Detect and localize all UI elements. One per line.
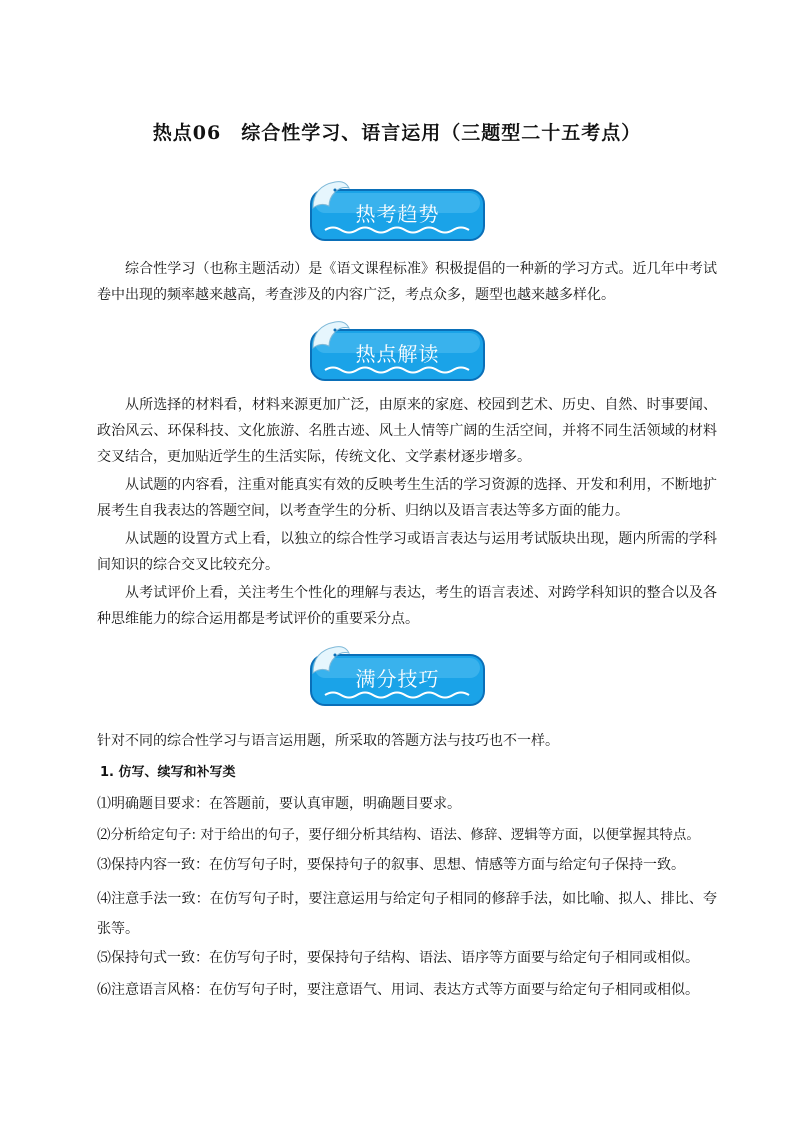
badge-hot-trend — [305, 178, 490, 244]
list-item: ⑵分析给定句子: 对于给出的句子，要仔细分析其结构、语法、修辞、逻辑等方面，以便掌握其特点。 — [97, 827, 700, 843]
interpret-paragraph-1: 从所选择的材料看，材料来源更加广泛，由原来的家庭、校园到艺术、历史、自然、时事要闻、政治风云、环保科技、文化旅游、名胜古迹、风土人情等广阔的生活空间，并将不同生活领域的材料交叉结合，更加贴近学生的生活实际，传统文化、文学素材逐步增多。 — [97, 397, 717, 465]
list-item: ⑹注意语言风格：在仿写句子时，要注意语气、用词、表达方式等方面要与给定句子相同或相似。 — [97, 982, 699, 998]
badge-label: 热考趋势 — [355, 202, 440, 226]
trend-paragraph: 综合性学习（也称主题活动）是《语文课程标准》积极提倡的一种新的学习方式。近几年中考试卷中出现的频率越来越高，考查涉及的内容广泛，考点众多，题型也越来越多样化。 — [97, 261, 717, 303]
list-item: ⑴明确题目要求：在答题前，要认真审题，明确题目要求。 — [97, 796, 461, 812]
list-item: ⑶保持内容一致：在仿写句子时，要保持句子的叙事、思想、情感等方面与给定句子保持一致。 — [97, 857, 685, 873]
interpret-paragraph-2: 从试题的内容看，注重对能真实有效的反映考生生活的学习资源的选择、开发和利用，不断地扩展考生自我表达的答题空间，以考查学生的分析、归纳以及语言表达等多方面的能力。 — [97, 477, 717, 519]
interpret-paragraph-3: 从试题的设置方式上看，以独立的综合性学习或语言表达与运用考试版块出现，题内所需的学科间知识的综合交叉比较充分。 — [97, 531, 717, 573]
badge-hot-interpret — [305, 318, 490, 384]
list-item: ⑷注意手法一致：在仿写句子时，要注意运用与给定句子相同的修辞手法，如比喻、拟人、排比、夸张等。 — [97, 891, 717, 937]
interpret-paragraph-4: 从考试评价上看，关注考生个性化的理解与表达，考生的语言表述、对跨学科知识的整合以及各种思维能力的综合运用都是考试评价的重要采分点。 — [97, 585, 717, 627]
skills-intro: 针对不同的综合性学习与语言运用题，所采取的答题方法与技巧也不一样。 — [97, 733, 559, 749]
section-heading: 1. 仿写、续写和补写类 — [100, 765, 236, 780]
badge-label: 满分技巧 — [355, 667, 440, 691]
page-title: 热点06 综合性学习、语言运用（三题型二十五考点） — [152, 122, 642, 144]
badge-label: 热点解读 — [355, 342, 440, 366]
badge-full-score-skills — [305, 643, 490, 709]
list-item: ⑸保持句式一致：在仿写句子时，要保持句子结构、语法、语序等方面要与给定句子相同或相似。 — [97, 950, 699, 966]
